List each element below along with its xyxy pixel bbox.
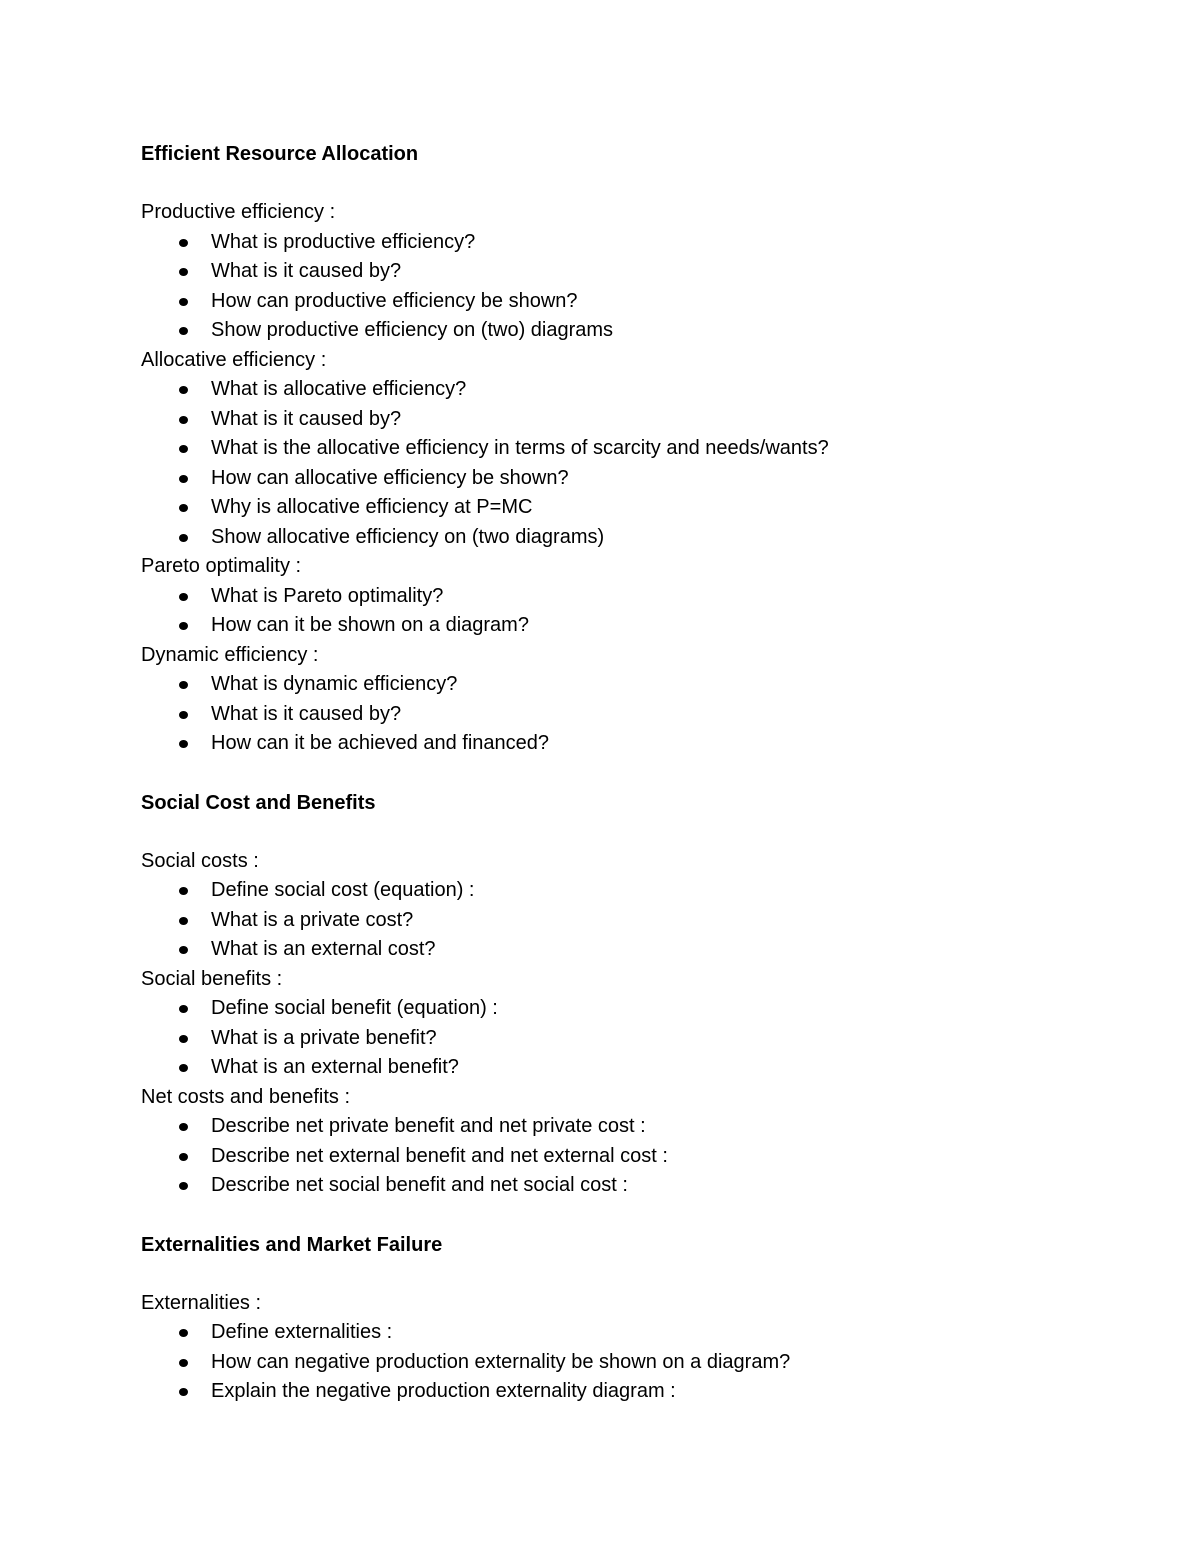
bullet-icon — [179, 593, 188, 601]
question-list — [141, 582, 1121, 641]
subtopic-heading: Productive efficiency : — [141, 201, 336, 223]
bullet-icon — [179, 917, 188, 925]
question-item — [141, 405, 1121, 435]
question-item — [141, 1053, 1121, 1083]
title-spacer — [141, 169, 1121, 198]
question-list — [141, 1318, 1121, 1407]
question-item — [141, 228, 1121, 258]
section — [141, 1230, 1121, 1407]
bullet-icon — [179, 1123, 188, 1131]
bullet-icon — [179, 445, 188, 453]
section-title: Efficient Resource Allocation — [141, 143, 419, 165]
bullet-icon — [179, 1329, 188, 1337]
bullet-icon — [179, 386, 188, 394]
question-text: Show allocative efficiency on (two diagrams) — [211, 525, 605, 548]
title-spacer — [141, 1260, 1121, 1289]
question-text: What is an external cost? — [211, 938, 436, 960]
question-text: What is a private cost? — [211, 908, 414, 931]
question-text: What is productive efficiency? — [211, 230, 476, 253]
question-list — [141, 670, 1121, 759]
question-item — [141, 935, 1121, 965]
subtopic-heading: Allocative efficiency : — [141, 348, 327, 371]
question-item — [141, 464, 1121, 494]
bullet-icon — [179, 327, 188, 335]
question-item — [141, 493, 1121, 523]
section — [141, 788, 1121, 1201]
question-text: What is a private benefit? — [211, 1026, 437, 1049]
subtopic-heading: Social costs : — [141, 849, 259, 872]
subtopic-heading: Externalities : — [141, 1291, 262, 1314]
bullet-icon — [179, 1388, 188, 1396]
question-item — [141, 994, 1121, 1024]
bullet-icon — [179, 534, 188, 542]
question-text: What is it caused by? — [211, 407, 402, 430]
title-spacer — [141, 818, 1121, 847]
question-item — [141, 1112, 1121, 1142]
bullet-icon — [179, 1153, 188, 1161]
question-text: How can it be shown on a diagram? — [211, 614, 529, 636]
bullet-icon — [179, 1005, 188, 1013]
question-item — [141, 876, 1121, 906]
question-item — [141, 1377, 1121, 1407]
bullet-icon — [179, 1359, 188, 1367]
question-list — [141, 1112, 1121, 1201]
question-list — [141, 375, 1121, 552]
question-item — [141, 670, 1121, 700]
question-text: What is an external benefit? — [211, 1056, 459, 1078]
subtopic-heading: Pareto optimality : — [141, 555, 302, 577]
section-spacer — [141, 1201, 1121, 1230]
section-title: Social Cost and Benefits — [141, 791, 376, 814]
section — [141, 139, 1121, 759]
bullet-icon — [179, 887, 188, 895]
document-body — [141, 139, 1121, 1407]
question-text: What is the allocative efficiency in terms of scarcity and needs/wants? — [211, 437, 829, 459]
subtopic-heading: Net costs and benefits : — [141, 1085, 351, 1108]
subtopic-heading: Dynamic efficiency : — [141, 643, 319, 666]
question-item — [141, 582, 1121, 612]
bullet-icon — [179, 1182, 188, 1190]
bullet-icon — [179, 622, 188, 630]
question-text: Show productive efficiency on (two) diagrams — [211, 319, 614, 341]
question-text: Define social benefit (equation) : — [211, 997, 498, 1019]
question-text: Define externalities : — [211, 1321, 393, 1343]
question-item — [141, 906, 1121, 936]
subtopic-heading: Social benefits : — [141, 967, 283, 990]
question-text: Why is allocative efficiency at P=MC — [211, 496, 533, 518]
question-item — [141, 1024, 1121, 1054]
question-item — [141, 1142, 1121, 1172]
bullet-icon — [179, 946, 188, 954]
question-text: How can it be achieved and financed? — [211, 732, 550, 754]
question-item — [141, 375, 1121, 405]
question-text: Explain the negative production externality diagram : — [211, 1380, 676, 1402]
bullet-icon — [179, 740, 188, 748]
question-text: How can productive efficiency be shown? — [211, 289, 578, 312]
question-item — [141, 316, 1121, 346]
bullet-icon — [179, 268, 188, 276]
section-spacer — [141, 759, 1121, 788]
question-text: Describe net private benefit and net private cost : — [211, 1115, 646, 1137]
bullet-icon — [179, 475, 188, 483]
bullet-icon — [179, 239, 188, 247]
question-text: What is it caused by? — [211, 260, 402, 282]
bullet-icon — [179, 1064, 188, 1072]
question-text: Describe net social benefit and net social cost : — [211, 1174, 628, 1196]
question-text: How can negative production externality be shown on a diagram? — [211, 1350, 791, 1373]
bullet-icon — [179, 681, 188, 689]
question-list — [141, 876, 1121, 965]
question-text: What is allocative efficiency? — [211, 378, 467, 400]
question-item — [141, 287, 1121, 317]
bullet-icon — [179, 298, 188, 306]
bullet-icon — [179, 1035, 188, 1043]
question-text: Define social cost (equation) : — [211, 879, 475, 901]
question-text: What is dynamic efficiency? — [211, 673, 458, 695]
question-item — [141, 700, 1121, 730]
question-list — [141, 228, 1121, 346]
question-text: What is Pareto optimality? — [211, 584, 444, 607]
bullet-icon — [179, 711, 188, 719]
question-text: Describe net external benefit and net external cost : — [211, 1144, 668, 1167]
question-item — [141, 1348, 1121, 1378]
question-item — [141, 1318, 1121, 1348]
question-text: How can allocative efficiency be shown? — [211, 466, 569, 489]
question-list — [141, 994, 1121, 1083]
question-item — [141, 611, 1121, 641]
bullet-icon — [179, 504, 188, 512]
question-item — [141, 523, 1121, 553]
question-item — [141, 729, 1121, 759]
section-title: Externalities and Market Failure — [141, 1233, 443, 1256]
bullet-icon — [179, 416, 188, 424]
question-item — [141, 1171, 1121, 1201]
question-item — [141, 434, 1121, 464]
question-item — [141, 257, 1121, 287]
question-text: What is it caused by? — [211, 702, 402, 725]
